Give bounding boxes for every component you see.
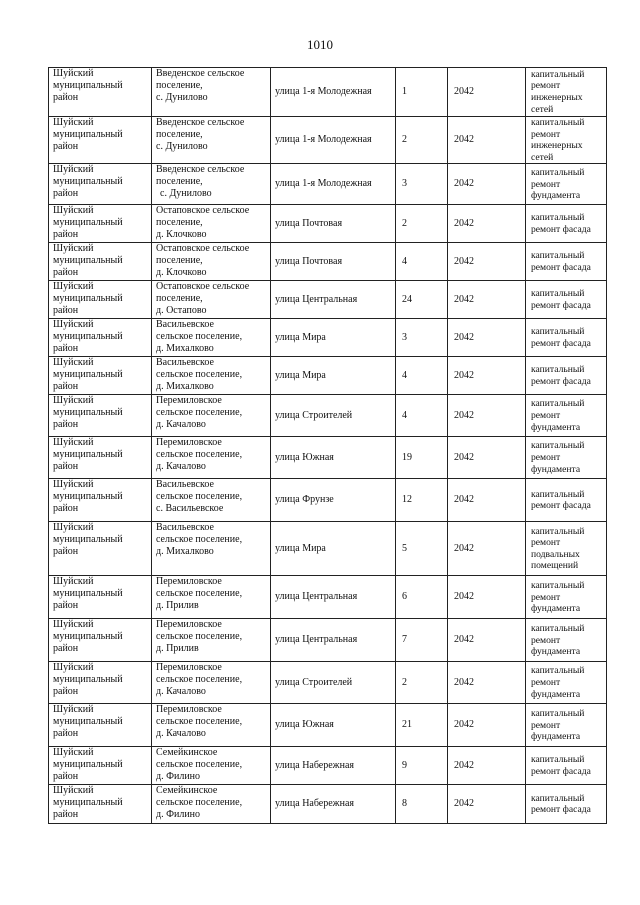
work-type-cell-line: капитальный — [531, 364, 585, 376]
year-cell: 2042 — [448, 319, 526, 357]
region-cell-line: муниципальный — [53, 80, 123, 91]
year-cell: 2042 — [448, 747, 526, 785]
region-cell-line: Шуйский — [53, 117, 94, 128]
table-row — [49, 662, 607, 704]
region-cell-line: район — [53, 419, 79, 431]
region-cell-line: Шуйский — [53, 243, 94, 255]
street-cell: улица Южная — [271, 437, 396, 479]
settlement-cell-line: поселение, — [156, 217, 203, 229]
table-row — [49, 117, 607, 164]
work-type-cell-line: капитальный — [531, 288, 585, 300]
region-cell-line: муниципальный — [53, 674, 123, 686]
region-cell — [49, 479, 152, 522]
region-cell-line: Шуйский — [53, 522, 94, 534]
street-cell: улица Почтовая — [271, 243, 396, 281]
settlement-cell — [152, 281, 271, 319]
region-cell-line: район — [53, 461, 79, 473]
settlement-cell — [152, 479, 271, 522]
house-number-cell: 5 — [396, 522, 448, 576]
year-cell: 2042 — [448, 164, 526, 205]
settlement-cell-line: с. Дунилово — [156, 141, 208, 152]
street-cell: улица Набережная — [271, 747, 396, 785]
work-type-cell-line: помещений — [531, 560, 579, 572]
settlement-cell — [152, 747, 271, 785]
settlement-cell-line: с. Дунилово — [160, 188, 212, 200]
settlement-cell — [152, 662, 271, 704]
work-type-cell-line: ремонт — [531, 452, 561, 464]
region-cell-line: район — [53, 305, 79, 317]
region-cell-line: Шуйский — [53, 704, 94, 716]
settlement-cell-line: поселение, — [156, 176, 203, 188]
house-number-cell: 3 — [396, 319, 448, 357]
house-number-cell: 24 — [396, 281, 448, 319]
year-cell: 2042 — [448, 662, 526, 704]
street-cell: улица Набережная — [271, 785, 396, 824]
region-cell-line: Шуйский — [53, 785, 94, 797]
region-cell-line: муниципальный — [53, 176, 123, 188]
settlement-cell-line: д. Филино — [156, 809, 201, 821]
house-number-cell: 1 — [396, 68, 448, 117]
street-cell: улица Центральная — [271, 619, 396, 662]
region-cell-line: Шуйский — [53, 164, 94, 176]
settlement-cell-line: Перемиловское — [156, 576, 222, 588]
region-cell — [49, 662, 152, 704]
settlement-cell-line: поселение, — [156, 80, 203, 91]
work-type-cell-line: ремонт — [531, 128, 561, 140]
settlement-cell — [152, 619, 271, 662]
settlement-cell-line: Семейкинское — [156, 747, 218, 759]
region-cell — [49, 395, 152, 437]
region-cell-line: Шуйский — [53, 662, 94, 674]
work-type-cell-line: ремонт фасада — [531, 804, 591, 816]
work-type-cell-line: ремонт фасада — [531, 500, 591, 512]
work-type-cell — [526, 437, 607, 479]
work-type-cell-line: капитальный — [531, 166, 585, 178]
settlement-cell — [152, 205, 271, 243]
street-cell: улица Строителей — [271, 662, 396, 704]
settlement-cell-line: д. Филино — [156, 771, 201, 783]
settlement-cell-line: Васильевское — [156, 522, 214, 534]
work-type-cell — [526, 479, 607, 522]
region-cell-line: муниципальный — [53, 217, 123, 229]
table-row — [49, 281, 607, 319]
work-type-cell — [526, 164, 607, 205]
year-cell: 2042 — [448, 205, 526, 243]
work-type-cell — [526, 785, 607, 824]
settlement-cell-line: д. Качалово — [156, 686, 206, 698]
work-type-cell-line: капитальный — [531, 488, 585, 500]
work-type-cell-line: капитальный — [531, 579, 585, 591]
region-cell — [49, 281, 152, 319]
work-type-cell-line: ремонт фасада — [531, 223, 591, 235]
work-type-cell — [526, 395, 607, 437]
work-type-cell-line: фундамента — [531, 646, 581, 658]
work-type-cell — [526, 704, 607, 747]
work-type-cell-line: ремонт — [531, 80, 561, 92]
page-number: 1010 — [307, 37, 333, 52]
region-cell-line: муниципальный — [53, 369, 123, 381]
work-type-cell-line: ремонт — [531, 410, 561, 422]
table-row — [49, 164, 607, 205]
work-type-cell-line: ремонт фасада — [531, 337, 591, 349]
settlement-cell-line: сельское поселение, — [156, 407, 243, 419]
work-type-cell-line: ремонт — [531, 677, 561, 689]
settlement-cell-line: д. Михалково — [156, 381, 214, 393]
settlement-cell-line: Перемиловское — [156, 704, 222, 716]
work-type-cell-line: капитальный — [531, 525, 585, 537]
work-type-cell — [526, 281, 607, 319]
region-cell-line: муниципальный — [53, 716, 123, 728]
settlement-cell — [152, 319, 271, 357]
work-type-cell — [526, 747, 607, 785]
settlement-cell-line: сельское поселение, — [156, 491, 243, 503]
settlement-cell-line: д. Остапово — [156, 305, 207, 317]
house-number-cell: 21 — [396, 704, 448, 747]
settlement-cell-line: Введенское сельское — [156, 164, 245, 176]
settlement-cell-line: Перемиловское — [156, 437, 222, 449]
work-type-cell-line: ремонт фасада — [531, 375, 591, 387]
settlement-cell-line: д. Клочково — [156, 267, 207, 279]
street-cell: улица Мира — [271, 357, 396, 395]
year-cell: 2042 — [448, 785, 526, 824]
settlement-cell — [152, 576, 271, 619]
year-cell: 2042 — [448, 357, 526, 395]
table-row — [49, 395, 607, 437]
settlement-cell-line: сельское поселение, — [156, 674, 243, 686]
work-type-cell-line: капитальный — [531, 117, 585, 128]
settlement-cell-line: д. Качалово — [156, 419, 206, 431]
settlement-cell — [152, 437, 271, 479]
settlement-cell-line: поселение, — [156, 293, 203, 305]
work-type-cell-line: капитальный — [531, 68, 585, 80]
region-cell-line: муниципальный — [53, 759, 123, 771]
region-cell — [49, 704, 152, 747]
region-cell — [49, 357, 152, 395]
region-cell-line: район — [53, 381, 79, 393]
settlement-cell-line: д. Михалково — [156, 343, 214, 355]
house-number-cell: 6 — [396, 576, 448, 619]
work-type-cell-line: ремонт фасада — [531, 261, 591, 273]
table-row — [49, 243, 607, 281]
region-cell — [49, 576, 152, 619]
region-cell-line: район — [53, 229, 79, 241]
house-number-cell: 2 — [396, 117, 448, 164]
work-type-cell-line: капитальный — [531, 792, 585, 804]
work-type-cell-line: капитальный — [531, 250, 585, 262]
region-cell-line: район — [53, 686, 79, 698]
settlement-cell — [152, 357, 271, 395]
settlement-cell-line: с. Дунилово — [156, 92, 208, 103]
region-cell — [49, 619, 152, 662]
region-cell-line: район — [53, 92, 79, 103]
street-cell: улица Фрунзе — [271, 479, 396, 522]
settlement-cell-line: с. Васильевское — [156, 503, 224, 515]
region-cell-line: район — [53, 728, 79, 740]
year-cell: 2042 — [448, 522, 526, 576]
region-cell-line: муниципальный — [53, 797, 123, 809]
settlement-cell-line: сельское поселение, — [156, 797, 243, 809]
region-cell-line: район — [53, 771, 79, 783]
settlement-cell — [152, 164, 271, 205]
region-cell — [49, 243, 152, 281]
street-cell: улица Южная — [271, 704, 396, 747]
region-cell-line: Шуйский — [53, 68, 94, 79]
settlement-cell-line: сельское поселение, — [156, 369, 243, 381]
work-type-cell — [526, 68, 607, 117]
settlement-cell — [152, 243, 271, 281]
region-cell-line: Шуйский — [53, 747, 94, 759]
work-type-cell-line: ремонт фасада — [531, 299, 591, 311]
house-number-cell: 4 — [396, 357, 448, 395]
region-cell — [49, 68, 152, 117]
settlement-cell-line: сельское поселение, — [156, 759, 243, 771]
region-cell-line: Шуйский — [53, 357, 94, 369]
region-cell-line: муниципальный — [53, 534, 123, 546]
work-type-cell-line: сетей — [531, 151, 554, 163]
table-row — [49, 704, 607, 747]
work-type-cell-line: ремонт — [531, 537, 561, 549]
table-row — [49, 437, 607, 479]
region-cell-line: район — [53, 643, 79, 655]
region-cell-line: муниципальный — [53, 631, 123, 643]
housing-repair-table — [48, 67, 607, 824]
work-type-cell-line: капитальный — [531, 212, 585, 224]
house-number-cell: 2 — [396, 662, 448, 704]
work-type-cell-line: инженерных — [531, 140, 583, 152]
year-cell: 2042 — [448, 619, 526, 662]
house-number-cell: 19 — [396, 437, 448, 479]
street-cell: улица 1-я Молодежная — [271, 164, 396, 205]
work-type-cell-line: подвальных — [531, 548, 580, 560]
settlement-cell-line: поселение, — [156, 129, 203, 140]
region-cell — [49, 117, 152, 164]
work-type-cell-line: капитальный — [531, 665, 585, 677]
work-type-cell-line: ремонт фасада — [531, 765, 591, 777]
settlement-cell-line: сельское поселение, — [156, 449, 243, 461]
street-cell: улица Почтовая — [271, 205, 396, 243]
settlement-cell-line: д. Качалово — [156, 728, 206, 740]
region-cell — [49, 522, 152, 576]
year-cell: 2042 — [448, 576, 526, 619]
work-type-cell-line: капитальный — [531, 754, 585, 766]
settlement-cell-line: Введенское сельское — [156, 117, 245, 128]
work-type-cell — [526, 205, 607, 243]
region-cell-line: район — [53, 141, 79, 152]
region-cell-line: муниципальный — [53, 491, 123, 503]
settlement-cell-line: д. Качалово — [156, 461, 206, 473]
settlement-cell — [152, 117, 271, 164]
region-cell-line: Шуйский — [53, 205, 94, 217]
settlement-cell-line: сельское поселение, — [156, 331, 243, 343]
house-number-cell: 2 — [396, 205, 448, 243]
table-row — [49, 619, 607, 662]
house-number-cell: 8 — [396, 785, 448, 824]
region-cell-line: муниципальный — [53, 449, 123, 461]
region-cell — [49, 164, 152, 205]
work-type-cell — [526, 319, 607, 357]
year-cell: 2042 — [448, 395, 526, 437]
year-cell: 2042 — [448, 437, 526, 479]
region-cell — [49, 437, 152, 479]
settlement-cell — [152, 68, 271, 117]
region-cell-line: муниципальный — [53, 331, 123, 343]
region-cell-line: Шуйский — [53, 576, 94, 588]
table-row — [49, 205, 607, 243]
region-cell-line: Шуйский — [53, 319, 94, 331]
work-type-cell-line: ремонт — [531, 591, 561, 603]
street-cell: улица Центральная — [271, 281, 396, 319]
work-type-cell-line: фундамента — [531, 688, 581, 700]
region-cell-line: район — [53, 343, 79, 355]
work-type-cell — [526, 522, 607, 576]
work-type-cell-line: инженерных — [531, 92, 583, 103]
region-cell-line: муниципальный — [53, 588, 123, 600]
street-cell: улица 1-я Молодежная — [271, 117, 396, 164]
work-type-cell-line: фундамента — [531, 421, 581, 433]
work-type-cell-line: ремонт — [531, 178, 561, 190]
work-type-cell — [526, 576, 607, 619]
work-type-cell-line: фундамента — [531, 463, 581, 475]
year-cell: 2042 — [448, 243, 526, 281]
work-type-cell — [526, 357, 607, 395]
house-number-cell: 4 — [396, 243, 448, 281]
house-number-cell: 4 — [396, 395, 448, 437]
street-cell: улица Центральная — [271, 576, 396, 619]
settlement-cell-line: поселение, — [156, 255, 203, 267]
work-type-cell — [526, 662, 607, 704]
work-type-cell-line: ремонт — [531, 634, 561, 646]
region-cell-line: район — [53, 600, 79, 612]
work-type-cell-line: капитальный — [531, 398, 585, 410]
region-cell-line: муниципальный — [53, 407, 123, 419]
settlement-cell-line: Введенское сельское — [156, 68, 245, 79]
street-cell: улица 1-я Молодежная — [271, 68, 396, 117]
settlement-cell-line: сельское поселение, — [156, 631, 243, 643]
table-row — [49, 785, 607, 824]
settlement-cell-line: д. Прилив — [156, 643, 199, 655]
work-type-cell-line: капитальный — [531, 622, 585, 634]
region-cell — [49, 319, 152, 357]
settlement-cell-line: д. Клочково — [156, 229, 207, 241]
work-type-cell — [526, 619, 607, 662]
settlement-cell-line: Перемиловское — [156, 662, 222, 674]
table-row — [49, 319, 607, 357]
settlement-cell-line: Остаповское сельское — [156, 281, 250, 293]
region-cell-line: район — [53, 809, 79, 821]
table-row — [49, 747, 607, 785]
work-type-cell — [526, 243, 607, 281]
settlement-cell — [152, 522, 271, 576]
settlement-cell-line: Семейкинское — [156, 785, 218, 797]
work-type-cell-line: капитальный — [531, 440, 585, 452]
settlement-cell — [152, 785, 271, 824]
region-cell — [49, 205, 152, 243]
settlement-cell-line: д. Михалково — [156, 546, 214, 558]
settlement-cell-line: Перемиловское — [156, 395, 222, 407]
work-type-cell-line: фундамента — [531, 190, 581, 202]
table-row — [49, 522, 607, 576]
settlement-cell-line: Остаповское сельское — [156, 243, 250, 255]
work-type-cell-line: ремонт — [531, 719, 561, 731]
year-cell: 2042 — [448, 68, 526, 117]
year-cell: 2042 — [448, 479, 526, 522]
settlement-cell-line: Васильевское — [156, 319, 214, 331]
settlement-cell-line: сельское поселение, — [156, 588, 243, 600]
house-number-cell: 7 — [396, 619, 448, 662]
year-cell: 2042 — [448, 281, 526, 319]
region-cell-line: Шуйский — [53, 479, 94, 491]
work-type-cell — [526, 117, 607, 164]
region-cell-line: Шуйский — [53, 395, 94, 407]
settlement-cell-line: Остаповское сельское — [156, 205, 250, 217]
table-row — [49, 479, 607, 522]
settlement-cell-line: Перемиловское — [156, 619, 222, 631]
region-cell-line: Шуйский — [53, 281, 94, 293]
year-cell: 2042 — [448, 704, 526, 747]
table-row — [49, 357, 607, 395]
work-type-cell-line: фундамента — [531, 603, 581, 615]
settlement-cell-line: сельское поселение, — [156, 534, 243, 546]
year-cell: 2042 — [448, 117, 526, 164]
settlement-cell — [152, 704, 271, 747]
region-cell-line: Шуйский — [53, 437, 94, 449]
region-cell-line: Шуйский — [53, 619, 94, 631]
region-cell-line: муниципальный — [53, 129, 123, 140]
settlement-cell-line: д. Прилив — [156, 600, 199, 612]
work-type-cell-line: капитальный — [531, 326, 585, 338]
settlement-cell-line: Васильевское — [156, 479, 214, 491]
street-cell: улица Мира — [271, 319, 396, 357]
settlement-cell-line: сельское поселение, — [156, 716, 243, 728]
work-type-cell-line: фундамента — [531, 731, 581, 743]
settlement-cell-line: Васильевское — [156, 357, 214, 369]
work-type-cell-line: сетей — [531, 103, 554, 115]
table-row — [49, 68, 607, 117]
settlement-cell — [152, 395, 271, 437]
house-number-cell: 3 — [396, 164, 448, 205]
region-cell — [49, 747, 152, 785]
table-row — [49, 576, 607, 619]
region-cell-line: район — [53, 546, 79, 558]
street-cell: улица Строителей — [271, 395, 396, 437]
region-cell-line: муниципальный — [53, 293, 123, 305]
street-cell: улица Мира — [271, 522, 396, 576]
region-cell-line: район — [53, 188, 79, 200]
region-cell — [49, 785, 152, 824]
region-cell-line: район — [53, 503, 79, 515]
region-cell-line: район — [53, 267, 79, 279]
work-type-cell-line: капитальный — [531, 707, 585, 719]
house-number-cell: 12 — [396, 479, 448, 522]
region-cell-line: муниципальный — [53, 255, 123, 267]
house-number-cell: 9 — [396, 747, 448, 785]
